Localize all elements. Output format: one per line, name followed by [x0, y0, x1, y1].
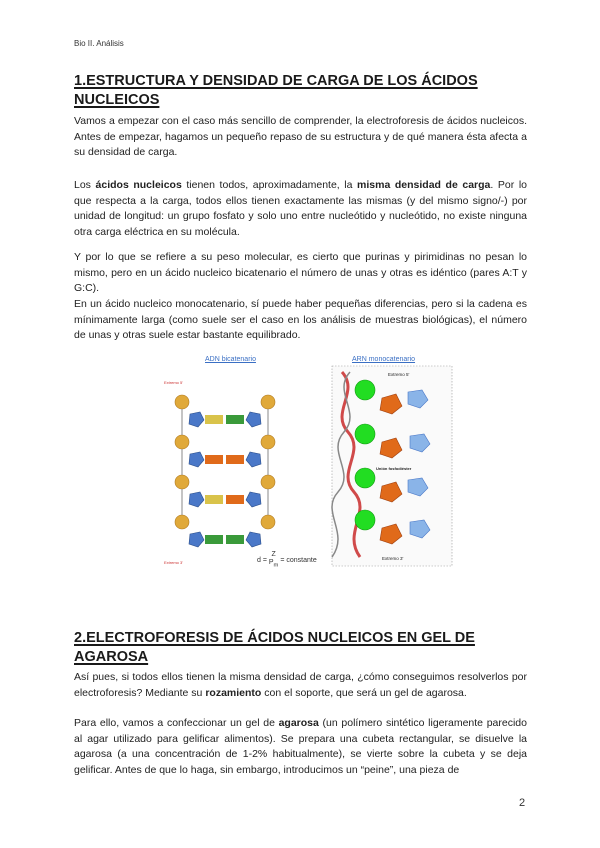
nucleic-acid-figure: [160, 352, 460, 582]
text: con el soporte, que será un gel de agarosa.: [261, 686, 467, 699]
section1-title: [74, 72, 544, 110]
text: Para ello, vamos a confeccionar un gel de: [74, 717, 279, 729]
section2-title-line1: 2.ELECTROFORESIS DE ÁCIDOS NUCLEICOS EN GEL DE: [74, 630, 475, 646]
formula-constant: = constante: [280, 557, 317, 565]
text: tienen todos, aproximadamente, la: [181, 179, 358, 191]
section1-paragraph-1: Vamos a empezar con el caso más sencillo de comprender, la electroforesis de ácidos nucleicos. Antes de empezar, hagamos un pequeño repaso de su estructura y de qué manera ésta afecta a su densidad de carga.: [74, 115, 527, 158]
charge-density-formula: [257, 551, 317, 569]
formula-denominator: P: [268, 559, 274, 566]
figure-caption-rna: ARN monocatenario: [352, 356, 416, 363]
bold-term: misma densidad de carga: [357, 179, 491, 191]
label-extremo3-rna: Extremo 3': [382, 556, 404, 561]
text: . Por lo que respecta a la carga, todos ellos tienen exactamente las mismas (y del mismo signo/-) por unidad de longitud: un grupo fosfato y solo uno entre nucleótido y nucleótido, no existe ninguna otra carga eléctrica en su molécula.: [74, 179, 527, 238]
bold-term: ácidos nucleicos: [95, 179, 182, 191]
section2-title-line2: AGAROSA: [74, 649, 149, 665]
page-header: Bio II. Análisis: [74, 39, 124, 48]
label-extremo5-rna: Extremo 5': [388, 372, 410, 377]
section2-title: [74, 629, 544, 667]
section1-paragraph-4: En un ácido nucleico monocatenario, sí puede haber pequeñas diferencias, pero si la cadena es mínimamente larga (como suele ser el caso en los análisis de muestras biológicas), el número de unas y otras suele estar bastante equilibrado.: [74, 298, 527, 341]
section1-paragraph-3: Y por lo que se refiere a su peso molecular, es cierto que purinas y pirimidinas no pesan lo mismo, pero en un ácido nucleico bicatenario el número de unas y otras es idéntico (pares A:T y G:C).: [74, 251, 527, 294]
section2-paragraph-2: [74, 716, 527, 778]
bold-term: rozamiento: [205, 686, 262, 699]
bold-term: agarosa: [278, 717, 319, 729]
dna-double-strand-illustration: [164, 380, 275, 565]
formula-d: d =: [257, 557, 269, 565]
text: (un polímero sintético ligeramente parecido al agar utilizado para gelificar alimentos). Se prepara una cubeta rectangular, se disuelve la agarosa (a una concentración de 1-2% habitualmente), se vierte sobre la cubeta y se deja gelificar. Antes de que lo haga, sin embargo, introducimos un “peine”, una pieza de: [74, 717, 527, 776]
formula-numerator: Z: [271, 551, 276, 558]
page-number: 2: [519, 797, 526, 809]
text: Así pues, si todos ellos tienen la misma densidad de carga, ¿cómo conseguimos resolverlos por electroforesis? Mediante su: [74, 671, 527, 699]
text: Los: [74, 179, 96, 191]
formula-subscript: m: [273, 562, 279, 569]
figure-caption-dna: ADN bicatenario: [205, 356, 256, 363]
section1-title-line1: 1.ESTRUCTURA Y DENSIDAD DE CARGA DE LOS ÁCIDOS: [74, 73, 478, 89]
label-extremo5-dna: Extremo 5': [164, 380, 183, 385]
section1-title-line2: NUCLEICOS: [74, 92, 160, 108]
section2-paragraph-1: [74, 670, 527, 701]
section1-paragraph-2: [74, 178, 527, 240]
rna-single-strand-illustration: [332, 366, 452, 566]
label-extremo3-dna: Extremo 3': [164, 560, 183, 565]
label-union-fosfodiester: Unión fosfodiéster: [376, 466, 412, 471]
